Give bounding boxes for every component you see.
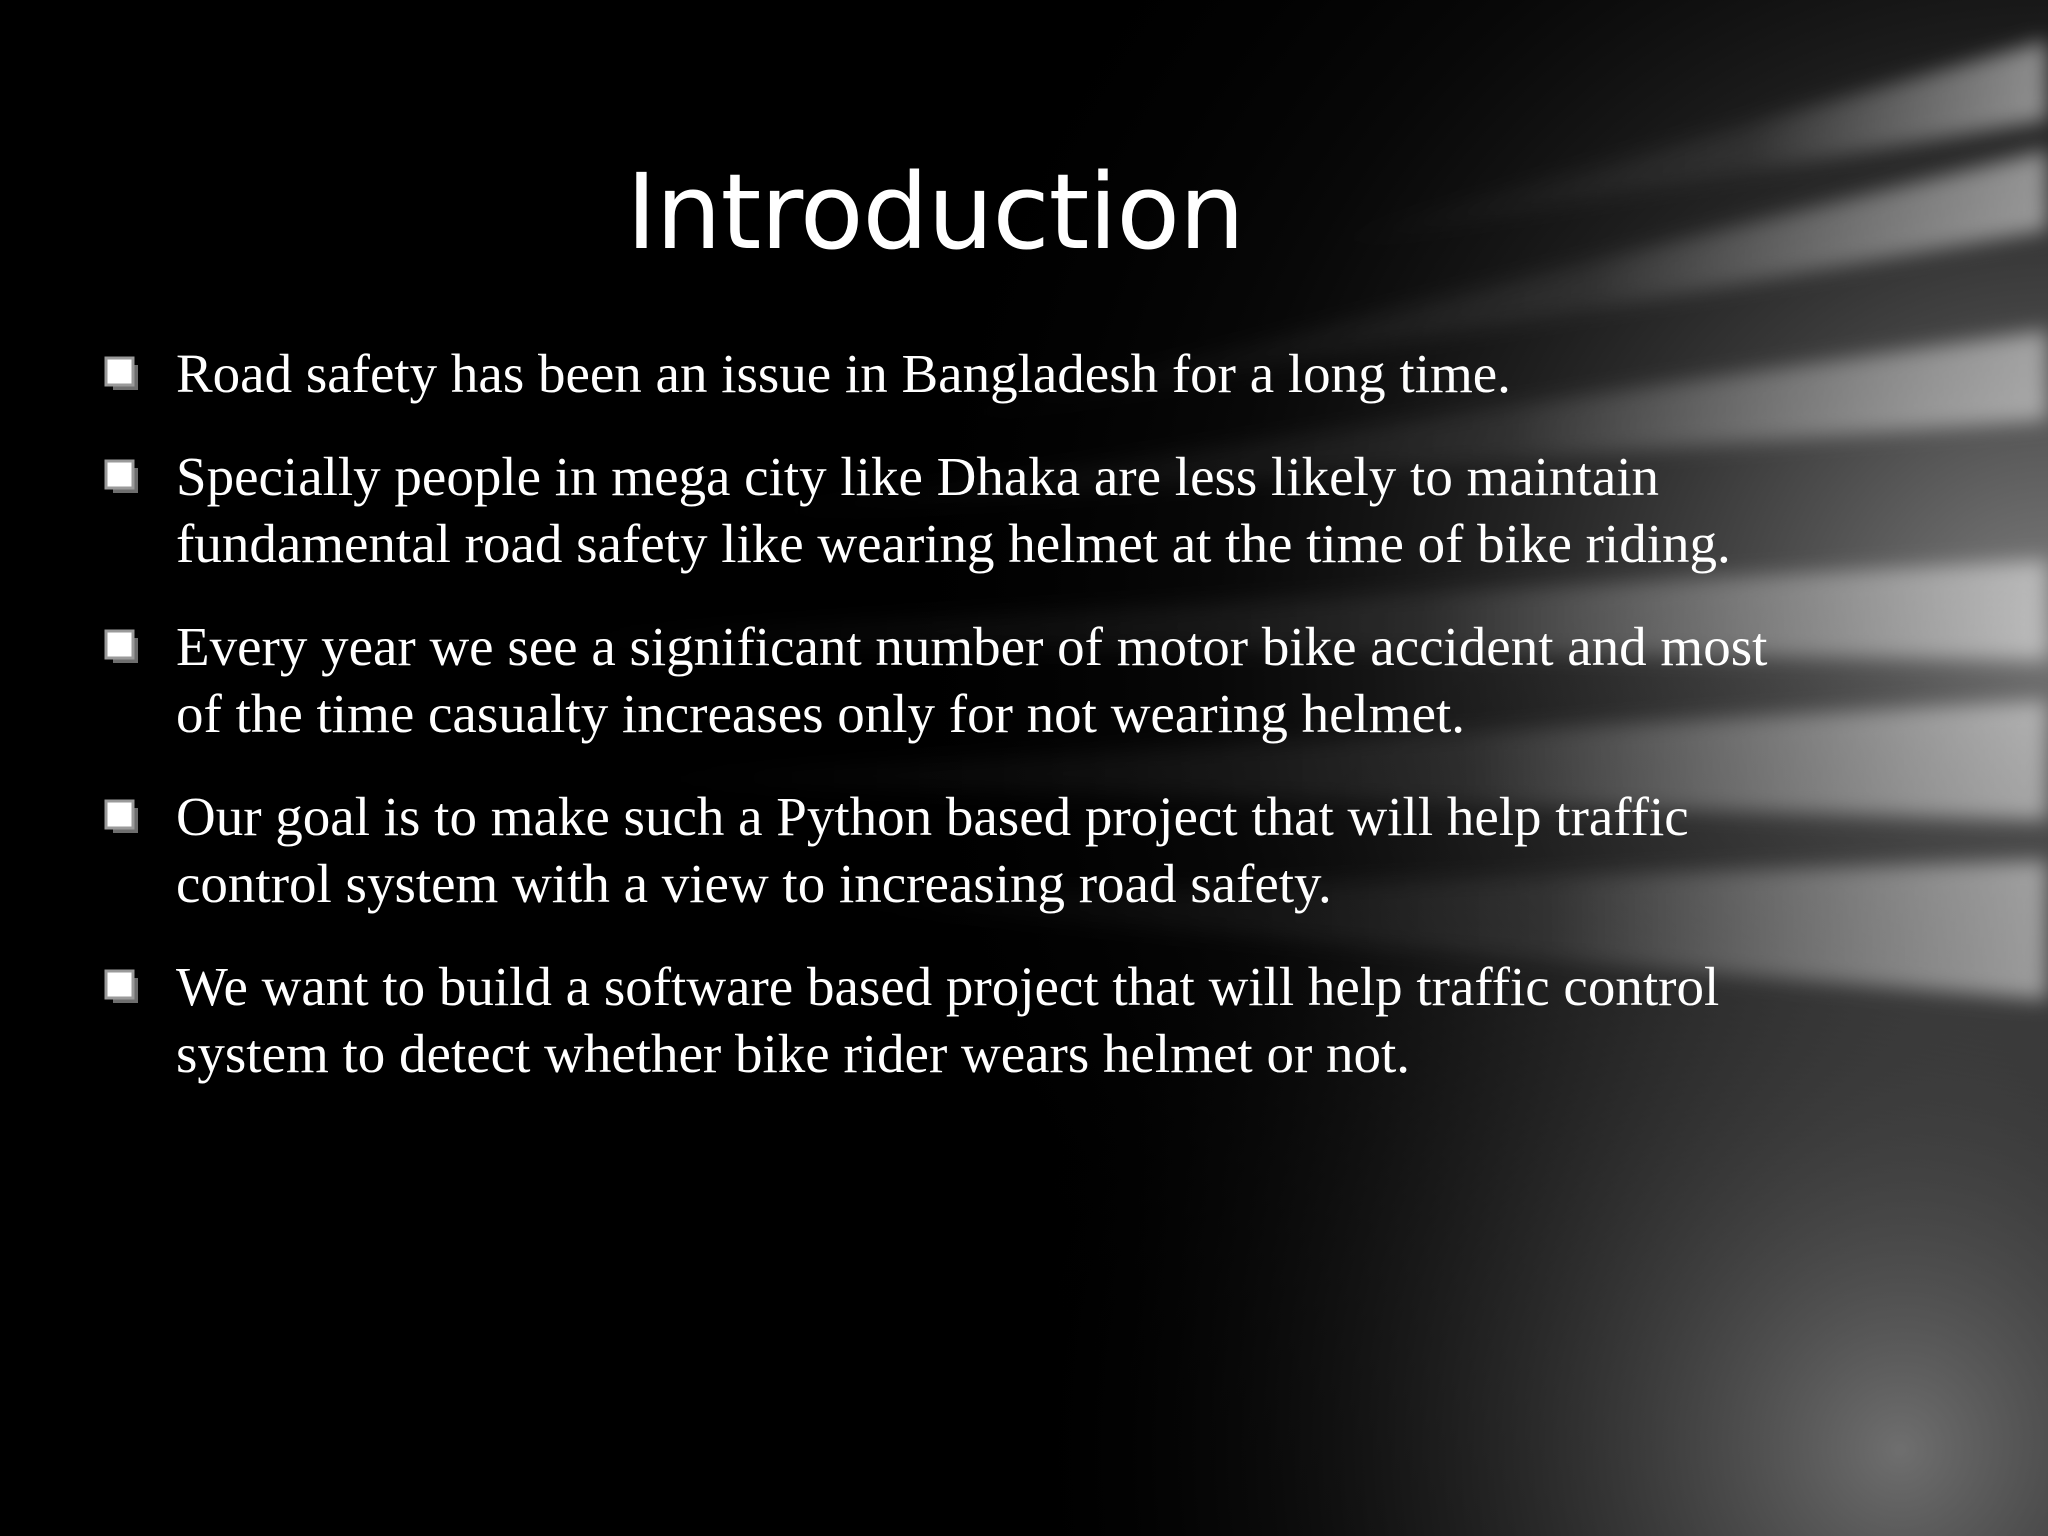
square-checkbox-icon — [104, 799, 140, 835]
bullet-text: Road safety has been an issue in Bangladesh for a long time. — [176, 343, 1511, 404]
list-item — [100, 613, 1800, 747]
bullet-text: Our goal is to make such a Python based project that will help traffic control system with a view to increasing road safety. — [176, 786, 1689, 914]
bullet-text: Specially people in mega city like Dhaka are less likely to maintain fundamental road safety like wearing helmet at the time of bike riding. — [176, 446, 1731, 574]
square-checkbox-icon — [104, 356, 140, 392]
list-item — [100, 340, 1800, 407]
list-item — [100, 443, 1800, 577]
list-item — [100, 953, 1800, 1087]
list-item — [100, 783, 1800, 917]
bullet-text: We want to build a software based project that will help traffic control system to detect whether bike rider wears helmet or not. — [176, 956, 1720, 1084]
bullet-text: Every year we see a significant number of motor bike accident and most of the time casualty increases only for not wearing helmet. — [176, 616, 1768, 744]
square-checkbox-icon — [104, 969, 140, 1005]
square-checkbox-icon — [104, 629, 140, 665]
slide-title: Introduction — [626, 151, 1244, 273]
bullet-list — [100, 340, 1800, 1123]
square-checkbox-icon — [104, 459, 140, 495]
